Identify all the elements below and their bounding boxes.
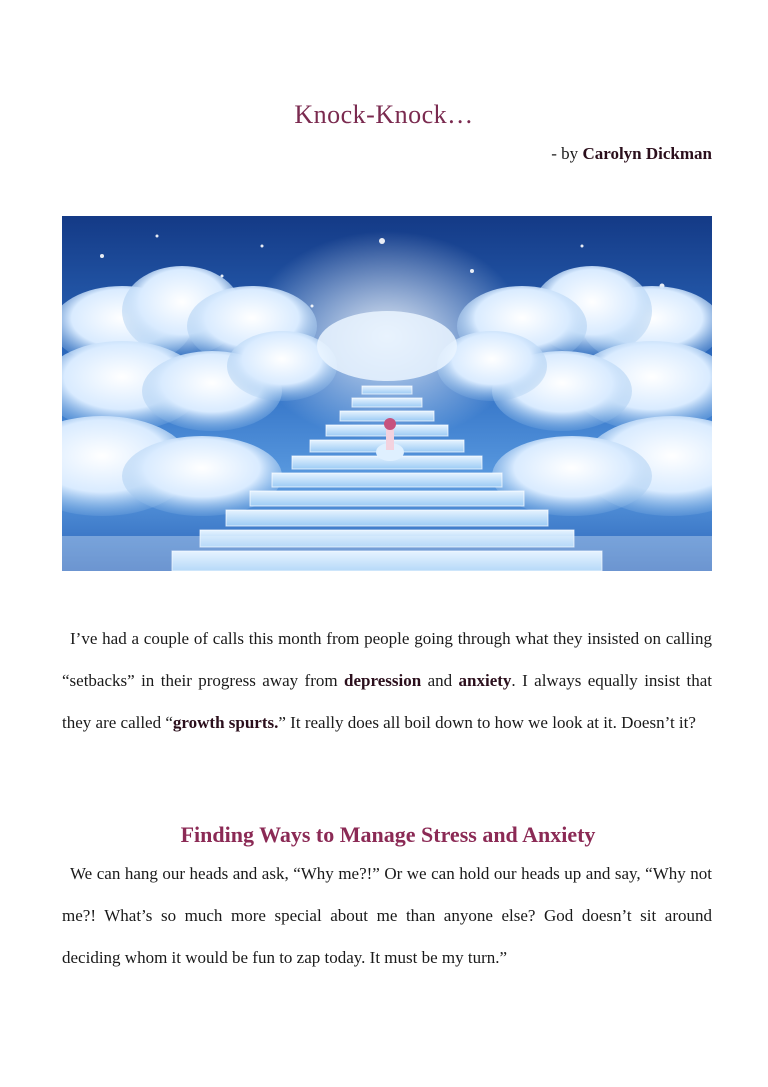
para1-text-2: and (421, 671, 459, 690)
para1-text-1: I’ve had a couple of calls this month from people going through what they insisted on calling “setbacks” in their progress away from (62, 629, 712, 690)
page-title: Knock-Knock… (294, 100, 474, 129)
section-heading: Finding Ways to Manage Stress and Anxiety (180, 822, 596, 847)
keyword-depression[interactable]: depression (344, 671, 422, 690)
body-paragraph (62, 853, 712, 979)
stairway-illustration (62, 216, 712, 571)
intro-paragraph (62, 618, 712, 744)
keyword-growth-spurts[interactable]: growth spurts. (172, 713, 279, 732)
byline (551, 144, 712, 164)
para1-text-4: ” It really does all boil down to how we look at it. Doesn’t it? (278, 713, 696, 732)
byline-prefix: - by (551, 144, 579, 163)
hero-image (62, 216, 712, 571)
keyword-anxiety[interactable]: anxiety (458, 671, 512, 690)
para1-text-3: . I always equally insist that they are called “ (62, 671, 712, 732)
author-name: Carolyn Dickman (582, 144, 712, 163)
para2-text: We can hang our heads and ask, “Why me?!” Or we can hold our heads up and say, “Why not me?! What’s so much more special about me than anyone else? God doesn’t sit around deciding whom it would be fun to zap today. It must be my turn.” (62, 864, 712, 967)
